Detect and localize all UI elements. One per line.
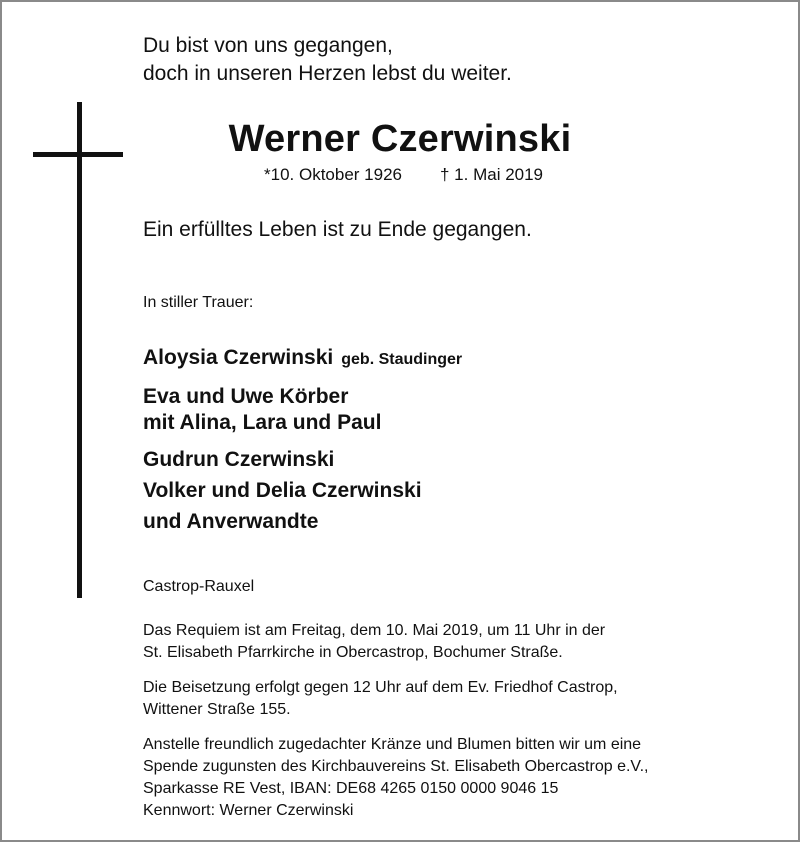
requiem-line-1: Das Requiem ist am Freitag, dem 10. Mai 2019, um 11 Uhr in der: [143, 622, 606, 639]
burial-line-1: Die Beisetzung erfolgt gegen 12 Uhr auf dem Ev. Friedhof Castrop,: [143, 679, 618, 696]
life-statement: Ein erfülltes Leben ist zu Ende gegangen.: [143, 218, 532, 241]
birth-date: *10. Oktober 1926: [264, 165, 402, 184]
family-line-2: Eva und Uwe Körber: [143, 385, 349, 408]
mourning-label: In stiller Trauer:: [143, 294, 254, 311]
donation-line-1: Anstelle freundlich zugedachter Kränze und Blumen bitten wir um eine: [143, 736, 642, 753]
family-line-5: Volker und Delia Czerwinski: [143, 479, 422, 502]
cross-icon-vertical-beam: [77, 102, 82, 598]
maiden-name: geb. Staudinger: [341, 351, 463, 368]
deceased-name: Werner Czerwinski: [228, 118, 572, 160]
family-line-3: mit Alina, Lara und Paul: [143, 411, 382, 434]
burial-line-2: Wittener Straße 155.: [143, 701, 291, 718]
verse-line-2: doch in unseren Herzen lebst du weiter.: [143, 62, 512, 85]
donation-line-3: Sparkasse RE Vest, IBAN: DE68 4265 0150 0000 9046 15: [143, 780, 559, 797]
family-line-6: und Anverwandte: [143, 510, 319, 533]
verse-line-1: Du bist von uns gegangen,: [143, 34, 393, 57]
place: Castrop-Rauxel: [143, 578, 255, 595]
requiem-line-2: St. Elisabeth Pfarrkirche in Obercastrop, Bochumer Straße.: [143, 644, 563, 661]
death-date: † 1. Mai 2019: [440, 165, 544, 184]
widow-name: Aloysia Czerwinski: [143, 346, 334, 369]
donation-line-2: Spende zugunsten des Kirchbauvereins St. Elisabeth Obercastrop e.V.,: [143, 758, 649, 775]
family-line-1: [143, 345, 462, 373]
family-line-4: Gudrun Czerwinski: [143, 448, 335, 471]
donation-line-4: Kennwort: Werner Czerwinski: [143, 802, 354, 819]
